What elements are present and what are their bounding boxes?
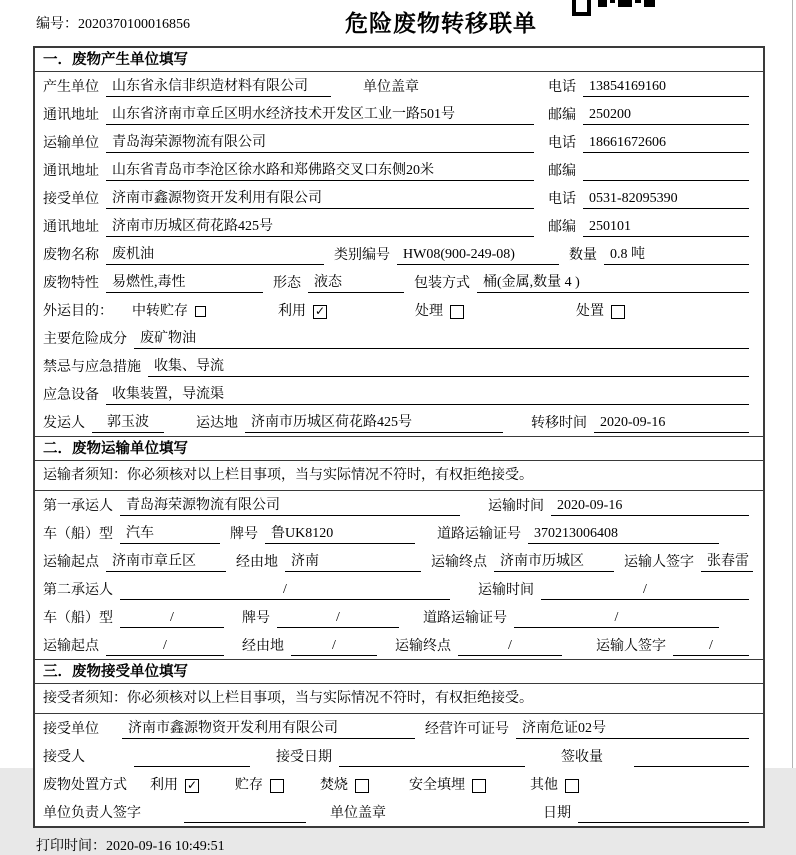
address-label: 通讯地址 (43, 220, 99, 235)
transporter-notice: 运输者须知：你必须核对以上栏目事项，当与实际情况不符时，有权拒绝接受。 (35, 461, 763, 491)
phone-label: 电话 (548, 136, 576, 151)
carrier-sign-label: 运输人签字 (624, 555, 694, 570)
vehicle-row (35, 519, 763, 547)
checkbox-other-icon (565, 779, 579, 793)
signed-amount-value (634, 748, 749, 767)
origin-value: / (106, 637, 224, 656)
form-state-label: 形态 (273, 276, 301, 291)
carrier-sign-value: / (673, 637, 749, 656)
receiver-address-row (35, 212, 763, 240)
generator-unit-row (35, 72, 763, 100)
option-transfer-storage (132, 302, 206, 321)
option-label: 处置 (576, 304, 604, 319)
scan-edge-line (792, 0, 793, 768)
option-use (278, 302, 327, 321)
section1-heading: 一．废物产生单位填写 (35, 48, 763, 72)
road-permit-label: 道路运输证号 (437, 527, 521, 542)
taboo-measures-row (35, 352, 763, 380)
via-label: 经由地 (236, 555, 278, 570)
address-value: 济南市历城区荷花路425号 (106, 218, 534, 237)
print-time: 打印时间：2020-09-16 10:49:51 (36, 839, 225, 854)
checkbox-landfill-icon (472, 779, 486, 793)
generator-address-row (35, 100, 763, 128)
transfer-purpose-row (35, 296, 763, 324)
transport-time-label: 运输时间 (488, 499, 544, 514)
accept-person-row (35, 742, 763, 770)
endpoint-label: 运输终点 (395, 639, 451, 654)
disposal-method-label: 废物处置方式 (43, 778, 127, 793)
option-landfill (409, 776, 486, 795)
qr-block-icon (635, 0, 641, 3)
serial-value: 2020370100016856 (78, 17, 190, 32)
zip-value: 250200 (583, 106, 749, 125)
characteristics-value: 易燃性,毒性 (106, 274, 263, 293)
option-use (150, 776, 199, 795)
option-label: 焚烧 (320, 778, 348, 793)
quantity-label: 数量 (569, 248, 597, 263)
hazard-value: 废矿物油 (134, 330, 749, 349)
accept-date-value (339, 748, 525, 767)
phone-value: 18661672606 (583, 134, 749, 153)
address-value: 山东省济南市章丘区明水经济技术开发区工业一路501号 (106, 106, 534, 125)
option-label: 其他 (530, 778, 558, 793)
checkbox-store-icon (270, 779, 284, 793)
checkbox-use-icon (185, 779, 199, 793)
transport-unit-value: 青岛海荣源物流有限公司 (106, 134, 534, 153)
characteristics-label: 废物特性 (43, 276, 99, 291)
option-label: 利用 (278, 304, 306, 319)
checkbox-dispose-icon (611, 305, 625, 319)
accept-unit-value: 济南市鑫源物资开发利用有限公司 (122, 720, 415, 739)
vehicle-type-label: 车（船）型 (43, 611, 113, 626)
transport-unit-row (35, 128, 763, 156)
receiver-notice: 接受者须知：你必须核对以上栏目事项，当与实际情况不符时，有权拒绝接受。 (35, 684, 763, 714)
form-table (33, 46, 765, 828)
taboo-label: 禁忌与应急措施 (43, 360, 141, 375)
second-carrier-value: / (120, 581, 450, 600)
endpoint-label: 运输终点 (431, 555, 487, 570)
hazard-label: 主要危险成分 (43, 332, 127, 347)
road-permit-label: 道路运输证号 (423, 611, 507, 626)
receiver-unit-row (35, 184, 763, 212)
waste-name-row (35, 240, 763, 268)
address-label: 通讯地址 (43, 108, 99, 123)
accept-person-label: 接受人 (43, 750, 85, 765)
section2-heading: 二．废物运输单位填写 (35, 436, 763, 461)
checkbox-transfer-storage-icon (195, 306, 206, 317)
shipper-row (35, 408, 763, 436)
vehicle2-row (35, 603, 763, 631)
route-row (35, 547, 763, 575)
plate-value: 鲁UK8120 (265, 525, 415, 544)
origin-label: 运输起点 (43, 639, 99, 654)
signed-amount-label: 签收量 (561, 750, 603, 765)
qr-block-icon (572, 0, 591, 16)
check-mark: ✓ (314, 304, 326, 318)
option-treat (415, 302, 464, 321)
hazard-components-row (35, 324, 763, 352)
first-carrier-label: 第一承运人 (43, 499, 113, 514)
transport-address-row (35, 156, 763, 184)
packaging-value: 桶(金属,数量 4 ) (477, 274, 749, 293)
first-carrier-value: 青岛海荣源物流有限公司 (120, 497, 460, 516)
form-state-value: 液态 (308, 274, 404, 293)
carrier-sign-value: 张春雷 (701, 553, 753, 572)
endpoint-value: / (458, 637, 562, 656)
manager-sign-value (184, 804, 306, 823)
unit-seal-label: 单位盖章 (363, 80, 419, 95)
disposal-method-row (35, 770, 763, 798)
receiver-unit-value: 济南市鑫源物资开发利用有限公司 (106, 190, 534, 209)
address-label: 通讯地址 (43, 164, 99, 179)
license-value: 济南危证02号 (516, 720, 749, 739)
zip-label: 邮编 (548, 164, 576, 179)
carrier-sign-label: 运输人签字 (596, 639, 666, 654)
phone-label: 电话 (548, 80, 576, 95)
form-header (0, 0, 796, 44)
transport-unit-label: 运输单位 (43, 136, 99, 151)
first-carrier-row (35, 491, 763, 519)
option-other (530, 776, 579, 795)
unit-seal-label: 单位盖章 (330, 806, 386, 821)
equipment-value: 收集装置，导流渠 (106, 386, 749, 405)
option-label: 中转贮存 (132, 304, 188, 319)
category-value: HW08(900-249-08) (397, 246, 559, 265)
option-dispose (576, 302, 625, 321)
date-value (578, 804, 749, 823)
transport-time-label: 运输时间 (478, 583, 534, 598)
date-label: 日期 (543, 806, 571, 821)
zip-label: 邮编 (548, 108, 576, 123)
license-label: 经营许可证号 (425, 722, 509, 737)
check-mark: ✓ (186, 778, 198, 792)
origin-label: 运输起点 (43, 555, 99, 570)
address-value: 山东省青岛市李沧区徐水路和郑佛路交叉口东侧20米 (106, 162, 534, 181)
category-label: 类别编号 (334, 248, 390, 263)
equipment-label: 应急设备 (43, 388, 99, 403)
transfer-time-label: 转移时间 (531, 416, 587, 431)
phone-label: 电话 (548, 192, 576, 207)
destination-label: 运达地 (196, 416, 238, 431)
transport-time-value: 2020-09-16 (551, 497, 749, 516)
destination-value: 济南市历城区荷花路425号 (245, 414, 503, 433)
phone-value: 13854169160 (583, 78, 749, 97)
qr-block-icon (618, 0, 632, 7)
plate-value: / (277, 609, 399, 628)
accept-date-label: 接受日期 (276, 750, 332, 765)
vehicle-type-value: 汽车 (120, 525, 220, 544)
option-store (235, 776, 284, 795)
quantity-value: 0.8 吨 (604, 246, 749, 265)
accept-person-value (134, 748, 250, 767)
second-carrier-row (35, 575, 763, 603)
waste-characteristics-row (35, 268, 763, 296)
packaging-label: 包装方式 (414, 276, 470, 291)
endpoint-value: 济南市历城区 (494, 553, 614, 572)
via-value: / (291, 637, 377, 656)
phone-value: 0531-82095390 (583, 190, 749, 209)
option-incinerate (320, 776, 369, 795)
accept-unit-row (35, 714, 763, 742)
manager-sign-row (35, 798, 763, 826)
second-carrier-label: 第二承运人 (43, 583, 113, 598)
checkbox-incinerate-icon (355, 779, 369, 793)
zip-label: 邮编 (548, 220, 576, 235)
page-title: 危险废物转移联单 (345, 11, 537, 36)
qr-block-icon (644, 0, 655, 7)
receiver-unit-label: 接受单位 (43, 192, 99, 207)
vehicle-type-label: 车（船）型 (43, 527, 113, 542)
option-label: 安全填埋 (409, 778, 465, 793)
via-label: 经由地 (242, 639, 284, 654)
section3-heading: 三．废物接受单位填写 (35, 659, 763, 684)
accept-unit-label: 接受单位 (43, 722, 99, 737)
road-permit-value: 370213006408 (528, 525, 719, 544)
road-permit-value: / (514, 609, 719, 628)
option-label: 处理 (415, 304, 443, 319)
waste-name-label: 废物名称 (43, 248, 99, 263)
serial-label: 编号： (36, 17, 78, 32)
emergency-equipment-row (35, 380, 763, 408)
serial-number (36, 13, 190, 33)
zip-value: 250101 (583, 218, 749, 237)
option-label: 利用 (150, 778, 178, 793)
manager-sign-label: 单位负责人签字 (43, 806, 141, 821)
waste-name-value: 废机油 (106, 246, 324, 265)
generator-unit-value: 山东省永信非织造材料有限公司 (106, 78, 331, 97)
route2-row (35, 631, 763, 659)
zip-value (583, 162, 749, 181)
option-label: 贮存 (235, 778, 263, 793)
generator-unit-label: 产生单位 (43, 80, 99, 95)
plate-label: 牌号 (230, 527, 258, 542)
transport-time-value: / (541, 581, 749, 600)
vehicle-type-value: / (120, 609, 224, 628)
qr-block-icon (598, 0, 607, 7)
shipper-value: 郭玉波 (92, 414, 164, 433)
checkbox-use-icon (313, 305, 327, 319)
plate-label: 牌号 (242, 611, 270, 626)
purpose-label: 外运目的： (43, 304, 113, 319)
origin-value: 济南市章丘区 (106, 553, 226, 572)
taboo-value: 收集、导流 (148, 358, 749, 377)
qr-block-icon (610, 0, 615, 3)
qr-code-fragment (572, 0, 658, 9)
checkbox-treat-icon (450, 305, 464, 319)
transfer-time-value: 2020-09-16 (594, 414, 749, 433)
via-value: 济南 (285, 553, 421, 572)
shipper-label: 发运人 (43, 416, 85, 431)
